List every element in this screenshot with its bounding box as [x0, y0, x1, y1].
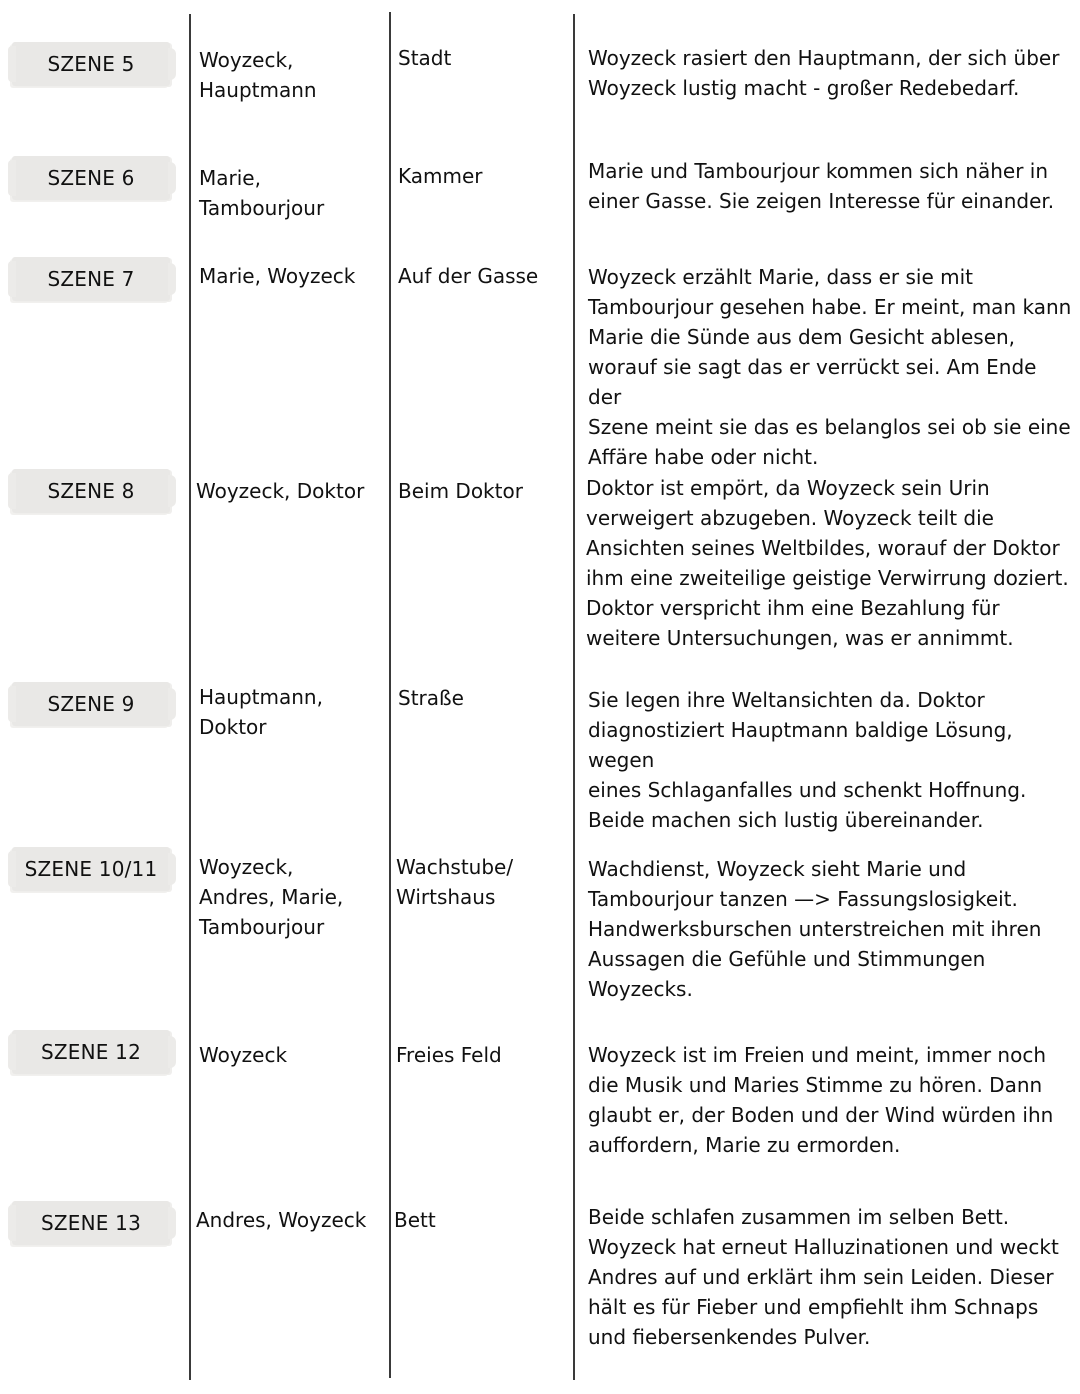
scene-label	[12, 257, 170, 301]
scene-description: Marie und Tambourjour kommen sich näher in einer Gasse. Sie zeigen Interesse für einander.	[588, 159, 1055, 213]
scene-label-text: SZENE 12	[40, 1040, 142, 1064]
scene-description: Woyzeck rasiert den Hauptmann, der sich über Woyzeck lustig macht - großer Redebedarf.	[588, 46, 1060, 100]
scene-label	[12, 682, 170, 726]
scene-persons: Andres, Woyzeck	[196, 1208, 367, 1232]
scene-label-text: SZENE 5	[47, 52, 135, 76]
scene-label	[12, 1030, 170, 1074]
scene-label	[12, 1201, 170, 1245]
column-divider-2	[389, 12, 391, 1378]
scene-place: Bett	[394, 1208, 436, 1232]
scene-label-text: SZENE 8	[47, 479, 135, 503]
scene-persons: Woyzeck, Doktor	[196, 479, 365, 503]
scene-place: Kammer	[398, 164, 483, 188]
scene-description: Woyzeck erzählt Marie, dass er sie mit Tambourjour gesehen habe. Er meint, man kann Marie die Sünde aus dem Gesicht ablesen, worauf sie sagt das er verrückt sei. Am Ende der Szene meint sie das es belanglos sei ob sie eine Affäre habe oder nicht.	[588, 265, 1072, 469]
scene-label	[12, 847, 170, 891]
scene-description: Sie legen ihre Weltansichten da. Doktor diagnostiziert Hauptmann baldige Lösung, wegen eines Schlaganfalles und schenkt Hoffnung. Beide machen sich lustig übereinander.	[588, 688, 1027, 832]
scene-place: Stadt	[398, 46, 452, 70]
scene-label	[12, 156, 170, 200]
scene-place: Beim Doktor	[398, 479, 523, 503]
scene-description: Beide schlafen zusammen im selben Bett. Woyzeck hat erneut Halluzinationen und weckt Andres auf und erklärt ihm sein Leiden. Dieser hält es für Fieber und empfiehlt ihm Schnaps und fiebersenkendes Pulver.	[588, 1205, 1059, 1349]
scene-description: Doktor ist empört, da Woyzeck sein Urin verweigert abzugeben. Woyzeck teilt die Ansichten seines Weltbildes, worauf der Doktor ihm eine zweiteilige geistige Verwirrung doziert. Doktor verspricht ihm eine Bezahlung für weitere Untersuchungen, was er annimmt.	[586, 476, 1069, 650]
scene-description: Wachdienst, Woyzeck sieht Marie und Tambourjour tanzen —> Fassungslosigkeit. Handwerksburschen unterstreichen mit ihren Aussagen die Gefühle und Stimmungen Woyzecks.	[588, 857, 1042, 1001]
scene-persons: Marie, Woyzeck	[199, 264, 356, 288]
scene-description: Woyzeck ist im Freien und meint, immer noch die Musik und Maries Stimme zu hören. Dann glaubt er, der Boden und der Wind würden ihn auffordern, Marie zu ermorden.	[588, 1043, 1054, 1157]
scene-place: Auf der Gasse	[398, 264, 539, 288]
scene-label	[12, 42, 170, 86]
scene-persons: Hauptmann, Doktor	[199, 685, 323, 739]
scene-persons: Marie, Tambourjour	[199, 166, 325, 220]
scene-label	[12, 469, 170, 513]
scene-label-text: SZENE 6	[47, 166, 135, 190]
scene-label-text: SZENE 13	[40, 1211, 142, 1235]
scene-label-text: SZENE 7	[47, 267, 135, 291]
scene-persons: Woyzeck, Hauptmann	[199, 48, 317, 102]
scene-label-text: SZENE 10/11	[24, 857, 158, 881]
scene-place: Freies Feld	[396, 1043, 502, 1067]
scene-place: Wachstube/ Wirtshaus	[396, 855, 514, 909]
scene-persons: Woyzeck, Andres, Marie, Tambourjour	[199, 855, 344, 939]
scene-persons: Woyzeck	[199, 1043, 288, 1067]
scene-label-text: SZENE 9	[47, 692, 135, 716]
column-divider-3	[573, 14, 575, 1380]
column-divider-1	[189, 14, 191, 1380]
scene-place: Straße	[398, 686, 464, 710]
